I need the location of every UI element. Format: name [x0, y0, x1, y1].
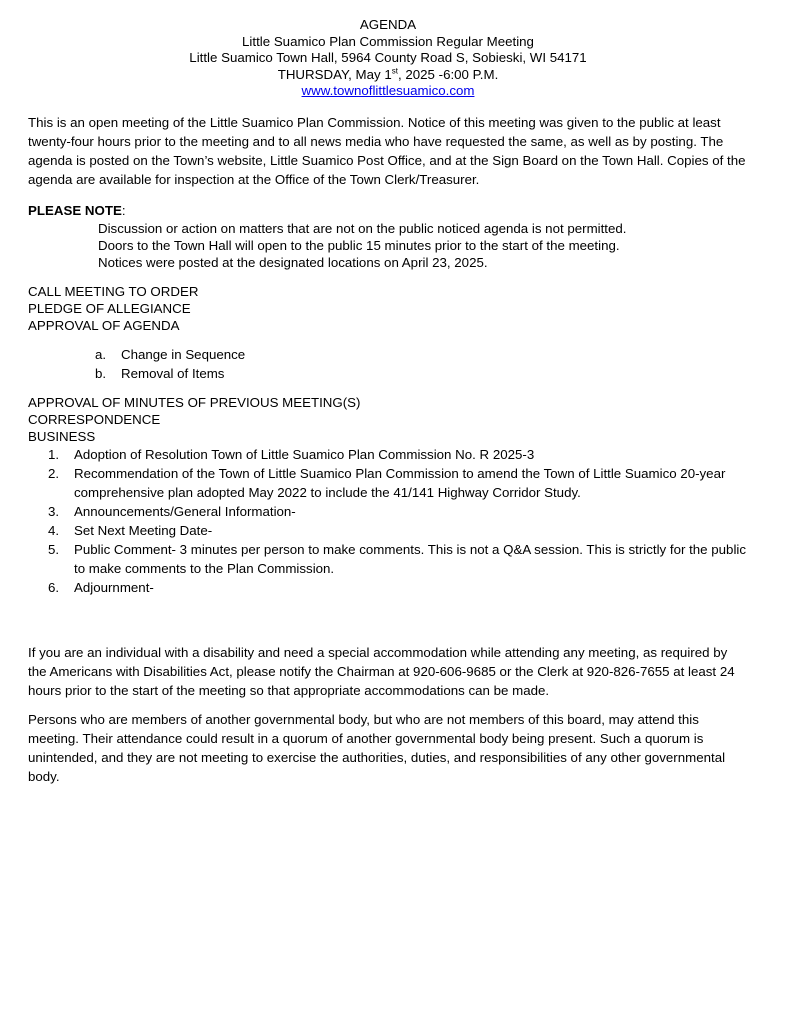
meeting-date	[28, 67, 748, 84]
meeting-date-suffix: st	[391, 66, 398, 76]
intro-paragraph: This is an open meeting of the Little Suamico Plan Commission. Notice of this meeting was given to the public at least twenty-four hours prior to the meeting and to all news media who have requested the same, as well as by posting. The agenda is posted on the Town’s website, Little Suamico Post Office, and at the Sign Board on the Town Hall. Copies of the agenda are available for inspection at the Office of the Town Clerk/Treasurer.	[28, 114, 746, 187]
list-text: Recommendation of the Town of Little Suamico Plan Commission to amend the Town of Little Suamico 20-year comprehensive plan adopted May 2022 to include the 41/141 Highway Corridor Study.	[74, 465, 726, 500]
meeting-location: Little Suamico Town Hall, 5964 County Road S, Sobieski, WI 54171	[189, 50, 587, 65]
list-item	[48, 578, 747, 597]
quorum-paragraph: Persons who are members of another governmental body, but who are not members of this board, may attend this meeting. Their attendance could result in a quorum of another governmental body being present. Such a quorum is unintended, and they are not meeting to exercise the authorities, duties, and responsibilities of any other governmental body.	[28, 711, 726, 784]
agenda-sections	[28, 283, 747, 334]
note-item: Notices were posted at the designated locations on April 23, 2025.	[98, 254, 488, 270]
list-marker: 5.	[48, 541, 60, 557]
please-note-heading	[28, 201, 747, 220]
please-note-label: PLEASE NOTE	[28, 202, 122, 218]
please-note-colon: :	[121, 202, 126, 218]
agenda-sections-2	[28, 394, 747, 445]
section-business: BUSINESS	[28, 428, 96, 444]
section-approval-agenda: APPROVAL OF AGENDA	[28, 317, 180, 333]
list-marker: 1.	[48, 446, 60, 462]
list-text: Removal of Items	[121, 365, 225, 381]
section-minutes: APPROVAL OF MINUTES OF PREVIOUS MEETING(S)	[28, 394, 361, 410]
list-item	[48, 502, 747, 521]
list-item	[48, 521, 747, 540]
note-item: Discussion or action on matters that are not on the public noticed agenda is not permitted.	[98, 220, 627, 236]
list-text: Adjournment-	[74, 579, 154, 595]
list-marker: 6.	[48, 579, 60, 595]
disability-paragraph: If you are an individual with a disability and need a special accommodation while attending any meeting, as required by the Americans with Disabilities Act, please notify the Chairman at 920-606-9685 or the Clerk at 920-826-7655 at least 24 hours prior to the start of the meeting so that appropriate accommodations can be made.	[28, 644, 735, 698]
list-marker: 2.	[48, 465, 60, 481]
note-item: Doors to the Town Hall will open to the public 15 minutes prior to the start of the meeting.	[98, 237, 620, 253]
list-marker: a.	[95, 346, 107, 362]
list-marker: 3.	[48, 503, 60, 519]
agenda-header	[28, 17, 748, 100]
list-text: Announcements/General Information-	[74, 503, 296, 519]
meeting-date-day: THURSDAY, May 1	[277, 66, 392, 82]
section-correspondence: CORRESPONDENCE	[28, 411, 161, 427]
section-call-to-order: CALL MEETING TO ORDER	[28, 283, 199, 299]
list-item	[48, 445, 747, 464]
list-item	[95, 364, 747, 383]
list-marker: b.	[95, 365, 107, 381]
section-pledge: PLEDGE OF ALLEGIANCE	[28, 300, 191, 316]
agenda-title: AGENDA	[359, 17, 417, 32]
meeting-name: Little Suamico Plan Commission Regular Meeting	[242, 33, 534, 49]
agenda-approval-list	[95, 345, 747, 383]
business-list	[48, 445, 747, 597]
list-text: Set Next Meeting Date-	[74, 522, 213, 538]
website-link[interactable]: www.townoflittlesuamico.com	[301, 83, 475, 98]
list-item	[95, 345, 747, 364]
list-item	[48, 540, 747, 578]
list-text: Public Comment- 3 minutes per person to make comments. This is not a Q&A session. This is strictly for the public to make comments to the Plan Commission.	[74, 541, 747, 576]
list-text: Change in Sequence	[121, 346, 246, 362]
list-item	[48, 464, 747, 502]
please-note-list	[98, 220, 747, 271]
list-text: Adoption of Resolution Town of Little Suamico Plan Commission No. R 2025-3	[74, 446, 535, 462]
list-marker: 4.	[48, 522, 60, 538]
meeting-date-time: , 2025 -6:00 P.M.	[397, 66, 499, 82]
